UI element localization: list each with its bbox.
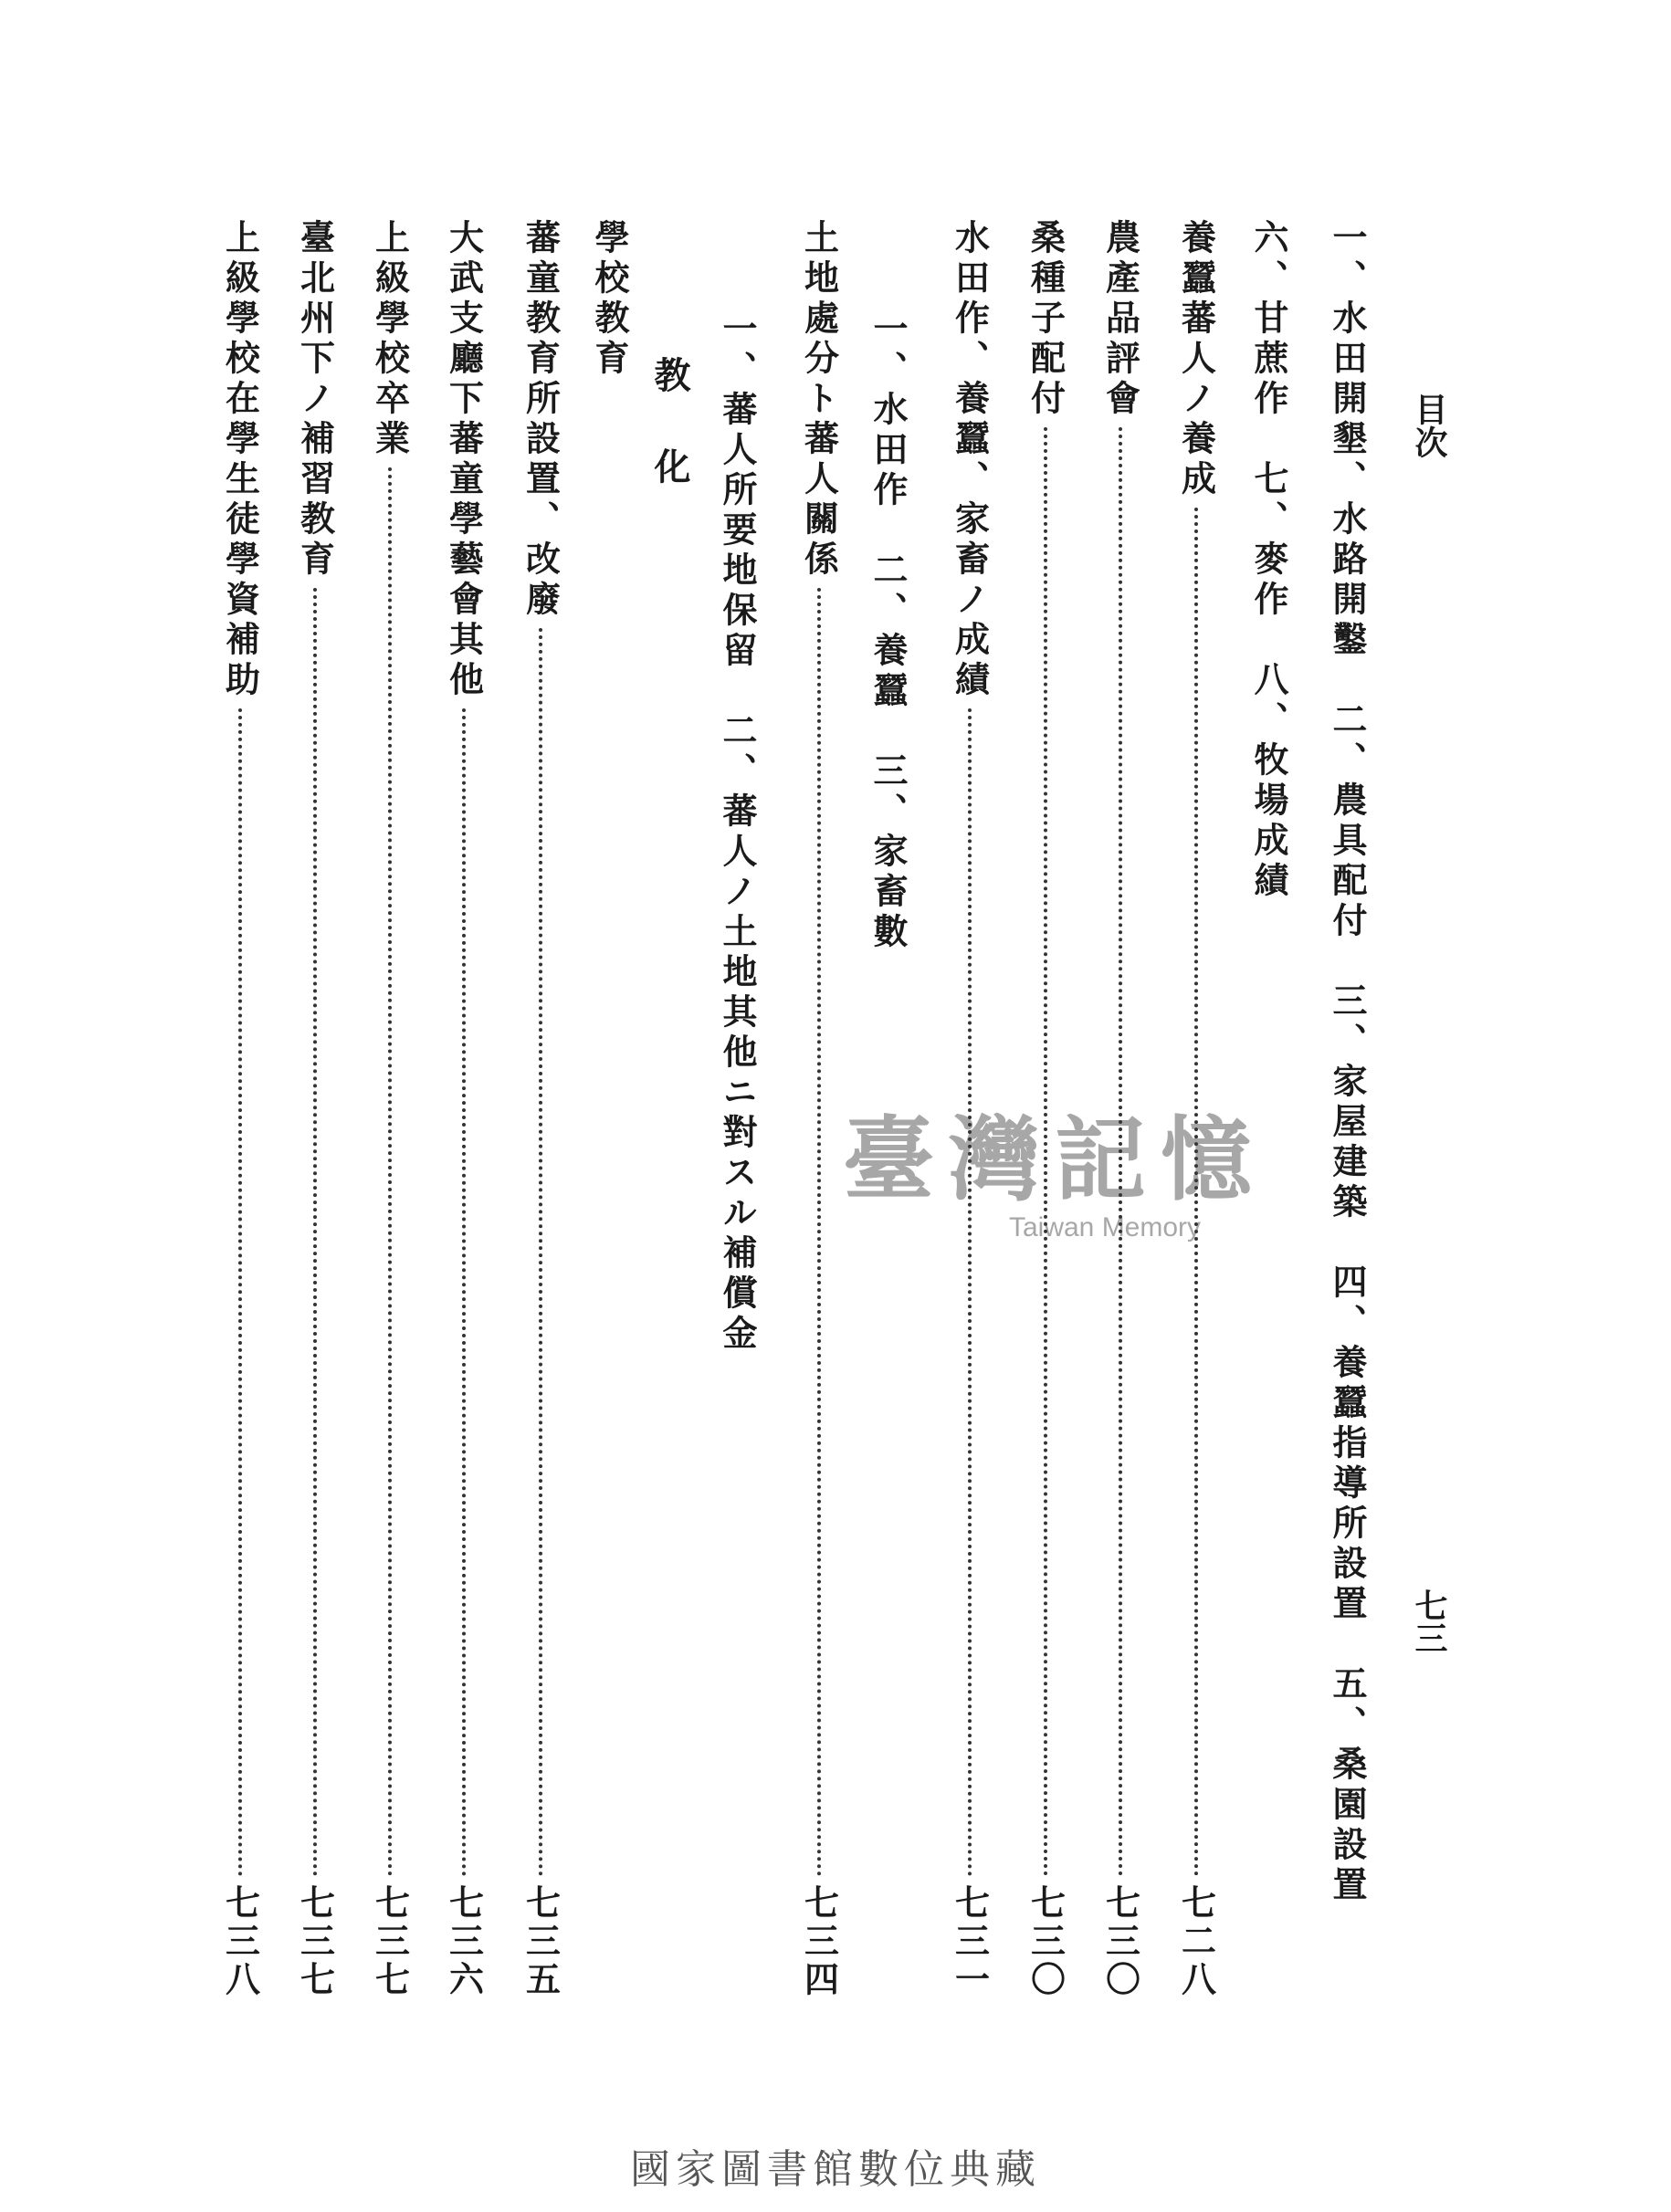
toc-entry[interactable] [509,219,573,1999]
dot-leader [539,628,542,1877]
section-heading: 教化 [648,356,691,539]
toc-entry-page: 七三六 [443,1884,485,1999]
toc-entry-page: 七三七 [294,1884,336,1999]
toc-entry-title: 桑種子配付 [1025,219,1067,420]
footer-caption: 國家圖書館數位典藏 [630,2146,1041,2193]
toc-entry-page: 七三八 [219,1884,261,1999]
toc-entry-title: 臺北州下ノ補習教育 [294,219,336,581]
watermark-main-text: 臺灣記憶 [843,1106,1266,1213]
toc-entry-title: 上級學校在學生徒學資補助 [219,219,261,701]
watermark-sub-text: Taiwan Memory [1008,1212,1202,1242]
toc-subheading: 學校教育 [589,219,630,380]
toc-subitems-3: 一、水田作 二、養蠶 三、家畜數 [867,310,909,953]
toc-entry-title: 大武支廳下蕃童學藝會其他 [443,219,485,701]
toc-subitems-4: 一、蕃人所要地保留 二、蕃人ノ土地其他ニ對スル補償金 [717,310,758,1355]
toc-entry-title: 農產品評會 [1099,219,1141,420]
dot-leader [313,588,317,1877]
toc-entry[interactable] [208,219,272,1999]
page-number: 七三 [1410,1588,1448,1654]
toc-entry-title: 土地處分ト蕃人關係 [798,219,840,581]
toc-entry-title: 水田作、養蠶、家畜ノ成績 [949,219,991,701]
toc-entry[interactable] [358,219,422,1999]
toc-entry-page: 七二八 [1175,1884,1217,1999]
toc-entry-page: 七三一 [949,1884,991,1999]
toc-entry-title: 蕃童教育所設置、改廢 [520,219,562,621]
toc-title: 目次 [1410,393,1448,458]
toc-entry-page: 七三四 [798,1884,840,1999]
toc-entry-page: 七三〇 [1025,1884,1067,1999]
toc-entry-title: 上級學校卒業 [369,219,411,460]
toc-entry-page: 七三五 [520,1884,562,1999]
dot-leader [388,467,392,1877]
toc-entry[interactable] [283,219,347,1999]
watermark-logo [817,1086,1292,1242]
toc-entry-page: 七三七 [369,1884,411,1999]
toc-subitems-2: 六、甘蔗作 七、麥作 八、牧場成績 [1248,219,1289,902]
toc-entry[interactable] [432,219,496,1999]
dot-leader [817,588,821,1877]
toc-entry-title: 養蠶蕃人ノ養成 [1175,219,1217,500]
dot-leader [462,708,466,1877]
dot-leader [238,708,242,1877]
toc-subitems-1: 一、水田開墾、水路開鑿 二、農具配付 三、家屋建築 四、養蠶指導所設置 五、桑園設置 [1327,219,1368,1906]
toc-entry-page: 七三〇 [1099,1884,1141,1999]
dot-leader [968,708,972,1877]
